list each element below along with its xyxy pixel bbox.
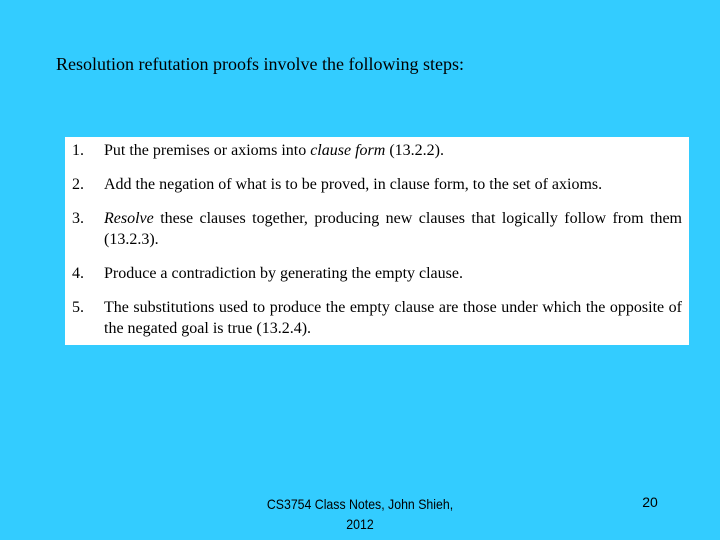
- footer-line: CS3754 Class Notes, John Shieh,: [266, 496, 454, 512]
- page-number: 20: [642, 494, 658, 510]
- step-item: [72, 208, 682, 250]
- step-item: [72, 297, 682, 339]
- step-number: 3.: [72, 210, 84, 227]
- step-text: Resolve these clauses together, producing new clauses that logically follow from them (13.2.3).: [104, 210, 682, 248]
- steps-panel: [65, 137, 689, 345]
- step-item: [72, 174, 682, 195]
- slide-heading: Resolution refutation proofs involve the following steps:: [56, 54, 464, 74]
- step-number: 1.: [72, 142, 84, 159]
- step-text: Put the premises or axioms into clause form (13.2.2).: [104, 142, 444, 159]
- step-text: The substitutions used to produce the empty clause are those under which the opposite of the negated goal is true (13.2.4).: [104, 299, 682, 337]
- step-number: 5.: [72, 299, 84, 316]
- step-item: [72, 263, 682, 284]
- slide-footer: [263, 494, 457, 534]
- step-number: 2.: [72, 176, 84, 193]
- step-text: Produce a contradiction by generating the empty clause.: [104, 265, 463, 282]
- step-number: 4.: [72, 265, 84, 282]
- step-item: [72, 140, 682, 161]
- step-text: Add the negation of what is to be proved, in clause form, to the set of axioms.: [104, 176, 603, 193]
- footer-line: 2012: [346, 516, 374, 532]
